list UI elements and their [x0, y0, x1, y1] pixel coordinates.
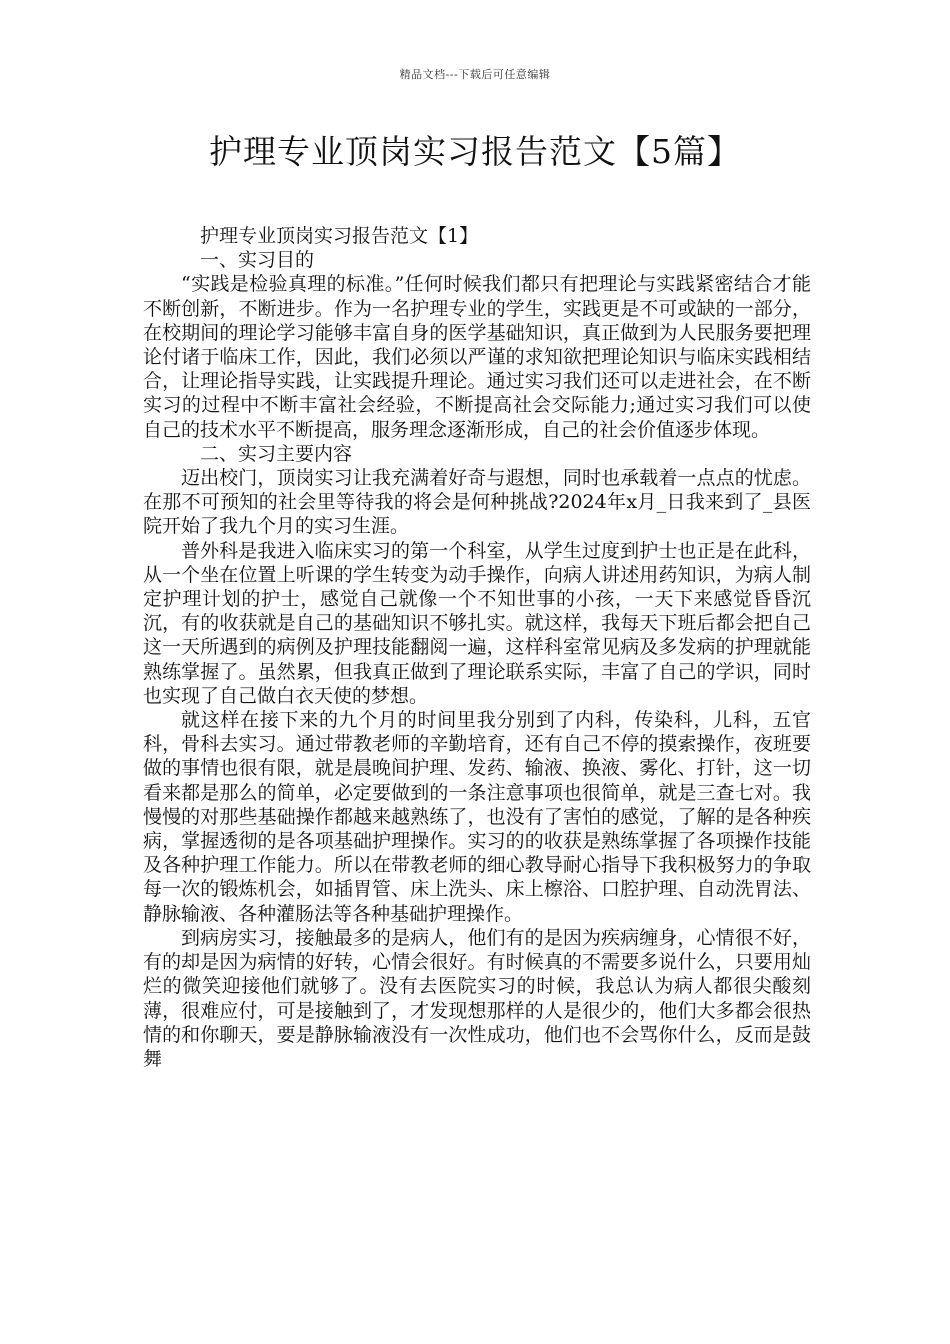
article-subtitle: 护理专业顶岗实习报告范文【1】	[200, 225, 479, 247]
paragraph-ward-patients: 到病房实习，接触最多的是病人，他们有的是因为疾病缠身，心情很不好，有的却是因为病情的好转，心情会很好。有时候真的不需要多说什么，只要用灿烂的微笑迎接他们就够了。没有去医院实习的时候，我总认为病人都很尖酸刻薄，很难应付，可是接触到了，才发现想那样的人是很少的，他们大多都会很热情的和你聊天，要是静脉输液没有一次性成功，他们也不会骂你什么，反而是鼓舞	[143, 926, 811, 1070]
paragraph-nine-months: 就这样在接下来的九个月的时间里我分别到了内科，传染科，儿科，五官科，骨科去实习。通过带教老师的辛勤培育，还有自己不停的摸索操作，夜班要做的事情也很有限，就是晨晚间护理、发药、输液、换液、雾化、打针，这一切看来都是那么的简单，必定要做到的一条注意事项也很简单，就是三查七对。我慢慢的对那些基础操作都越来越熟练了，也没有了害怕的感觉，了解的是各种疾病，掌握透彻的是各项基础护理操作。实习的的收获是熟练掌握了各项操作技能及各种护理工作能力。所以在带教老师的细心教导耐心指导下我积极努力的争取每一次的锻炼机会，如插胃管、床上洗头、床上檫浴、口腔护理、自动洗胃法、静脉输液、各种灌肠法等各种基础护理操作。	[143, 709, 811, 925]
paragraph-general-surgery: 普外科是我进入临床实习的第一个科室，从学生过度到护士也正是在此科，从一个坐在位置上听课的学生转变为动手操作，向病人讲述用药知识，为病人制定护理计划的护士，感觉自己就像一个不知世事的小孩，一天下来感觉昏昏沉沉，有的收获就是自己的基础知识不够扎实。就这样，我每天下班后都会把自己这一天所遇到的病例及护理技能翻阅一遍，这样科室常见病及多发病的护理就能熟练掌握了。虽然累，但我真正做到了理论联系实际，丰富了自己的学识，同时也实现了自己做白衣天使的梦想。	[143, 539, 811, 707]
section-heading-content: 二、实习主要内容	[200, 442, 353, 465]
section-heading-purpose: 一、实习目的	[200, 249, 315, 272]
paragraph-leaving-school: 迈出校门，顶岗实习让我充满着好奇与遐想，同时也承载着一点点的忧虑。在那不可预知的社会里等待我的将会是何种挑战?2024年x月_日我来到了_县医院开始了我九个月的实习生涯。	[143, 467, 811, 538]
paragraph-purpose: “实践是检验真理的标准。”任何时候我们都只有把理论与实践紧密结合才能不断创新，不断进步。作为一名护理专业的学生，实践更是不可或缺的一部分，在校期间的理论学习能够丰富自身的医学基础知识，真正做到为人民服务要把理论付诸于临床工作，因此，我们必须以严谨的求知欲把理论知识与临床实践相结合，让理论指导实践，让实践提升理论。通过实习我们还可以走进社会，在不断实习的过程中不断丰富社会经验，不断提高社会交际能力;通过实习我们可以使自己的技术水平不断提高，服务理念逐渐形成，自己的社会价值逐步体现。	[143, 273, 811, 441]
page-title: 护理专业顶岗实习报告范文【5篇】	[209, 132, 741, 171]
document-body	[143, 224, 811, 1071]
header-note: 精品文档---下载后可任意编辑	[399, 68, 551, 81]
